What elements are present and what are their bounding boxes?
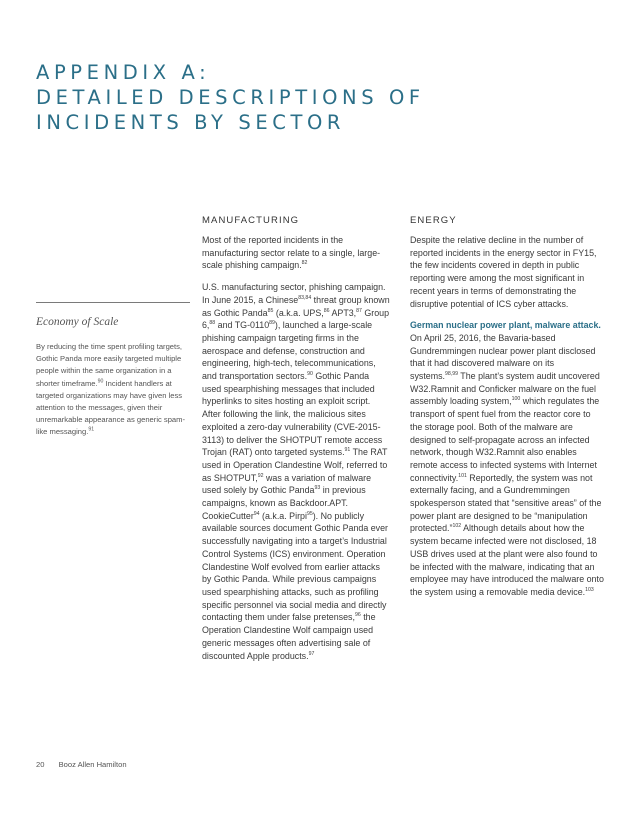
footnote-ref: 87 (356, 307, 362, 314)
footnote-ref: 95 (306, 510, 313, 517)
footnote-ref: 90 (307, 371, 313, 378)
footnote-ref: 94 (253, 510, 260, 517)
sidebar-text: By reducing the time spent profiling targets, Gothic Panda more easily targeted multiple people within the same organization in a shorter timeframe.$^{90}$ Incident handlers at targeted organizations may have given less attention to the messages, given their unremarkable appearance as generic spam-like messaging.$^{91}$ (36, 342, 186, 437)
energy-section (410, 215, 604, 608)
energy-body: German nuclear power plant, malware attack. On April 25, 2016, the Bavaria-based Gundremmingen nuclear power plant disclosed that it had discovered malware on its systems.$^{98,99}$ The plant’s system audit uncovered W32.Ramnit and Conficker malware on the fuel assembly loading system,$^{100}$ which regulates the transport of spent fuel from the reactor core to the storage pool. Both of the malware are designed to self-propagate across an infected network, though W32.Ramnit also enables remote access to infected systems with Internet connectivity.$^{101}$ Reportedly, the system was not externally facing, and a Gundremmingen spokesperson stated that “sensitive areas” of the power plant are designed to be “manipulation protected.”$^{102}$ Although details about how the system became infected were not disclosed, 18 USB drives used at the plant were also found to be infected with the malware, indicating that an employee may have introduced the malware onto the system using a removable media device.$^{103}$ (410, 320, 604, 597)
title-line-2: DETAILED DESCRIPTIONS OF (36, 86, 425, 109)
manufacturing-body: U.S. manufacturing sector, phishing campaign. In June 2015, a Chinese$^{83,84}$ threat group known as Gothic Panda$^{85}$ (a.k.a. UPS,$^{86}$ APT3,87 Group 6,88 and TG-0110$^{89}$), launched a large-scale phishing campaign targeting firms in the aerospace and defense, construction and engineering, high-tech, telecommunications, and transportation sectors.$^{90}$ Gothic Panda used spearphishing messages that included hyperlinks to sites hosting an exploit script. After following the link, the malicious sites exploited a zero-day vulnerability (CVE-2015-3113) to deliver the SHOTPUT remote access Trojan (RAT) onto targeted systems.$^{91}$ The RAT used in Operation Clandestine Wolf, referred to as SHOTPUT,$^{92}$ was a variation of malware used solely by Gothic Panda$^{93}$ in previous campaigns, known as Backdoor.APT. CookieCutter$^{94}$ (a.k.a. Pirpi$^{95}$). No publicly available sources document Gothic Panda ever successfully navigating into a target’s Industrial Control Systems (ICS) environment. Operation Clandestine Wolf evolved from earlier attacks by Gothic Panda. While previous campaigns used spearphishing attacks, such as profiling specific personnel via social media and directly contacting them under false pretenses,$^{96}$ the Operation Clandestine Wolf campaign used generic messages often advertising sale of discounted Apple products.$^{97}$ (202, 282, 390, 661)
footnote-ref: 97 (308, 650, 315, 657)
footnote-ref: 88 (209, 320, 216, 327)
page-title (36, 60, 425, 135)
footnote-ref: 83,84 (298, 294, 312, 301)
incident-lead: German nuclear power plant, malware attack. (410, 320, 601, 331)
sidebar-divider (36, 302, 190, 303)
energy-intro: Despite the relative decline in the number of reported incidents in the energy sector in FY15, the few incidents covered in depth in public reporting were among the most significant in recent years in terms of demonstrating the disruptive potential of ICS cyber attacks. (410, 235, 597, 309)
footnote-ref: 85 (267, 307, 274, 314)
footnote-ref: 90 (97, 378, 104, 385)
footnote-ref: 103 (585, 587, 594, 594)
footnote-ref: 102 (452, 523, 462, 530)
sidebar-callout (36, 302, 190, 439)
footnote-ref: 89 (269, 320, 275, 327)
manufacturing-section (202, 215, 390, 671)
footnote-ref: 96 (354, 612, 361, 619)
footnote-ref: 100 (511, 396, 521, 403)
footnote-ref: 93 (314, 485, 321, 492)
page-footer (36, 760, 127, 769)
page-number: 20 (36, 760, 45, 769)
footnote-ref: 86 (323, 307, 330, 314)
footnote-ref: 91 (344, 447, 351, 454)
title-line-3: INCIDENTS BY SECTOR (36, 111, 346, 134)
footnote-ref: 101 (458, 472, 467, 479)
footnote-ref: 98,99 (445, 371, 458, 378)
manufacturing-heading: MANUFACTURING (202, 215, 300, 226)
title-line-1: APPENDIX A: (36, 61, 211, 84)
publisher-name: Booz Allen Hamilton (58, 760, 127, 769)
footnote-ref: 91 (88, 426, 95, 433)
energy-heading: ENERGY (410, 215, 457, 226)
footnote-ref: 82 (301, 260, 308, 267)
footnote-ref: 92 (257, 472, 264, 479)
sidebar-heading: Economy of Scale (36, 316, 119, 328)
manufacturing-intro: Most of the reported incidents in the manufacturing sector relate to a single, large-scale phishing campaign.$^{82}$ (202, 235, 381, 271)
